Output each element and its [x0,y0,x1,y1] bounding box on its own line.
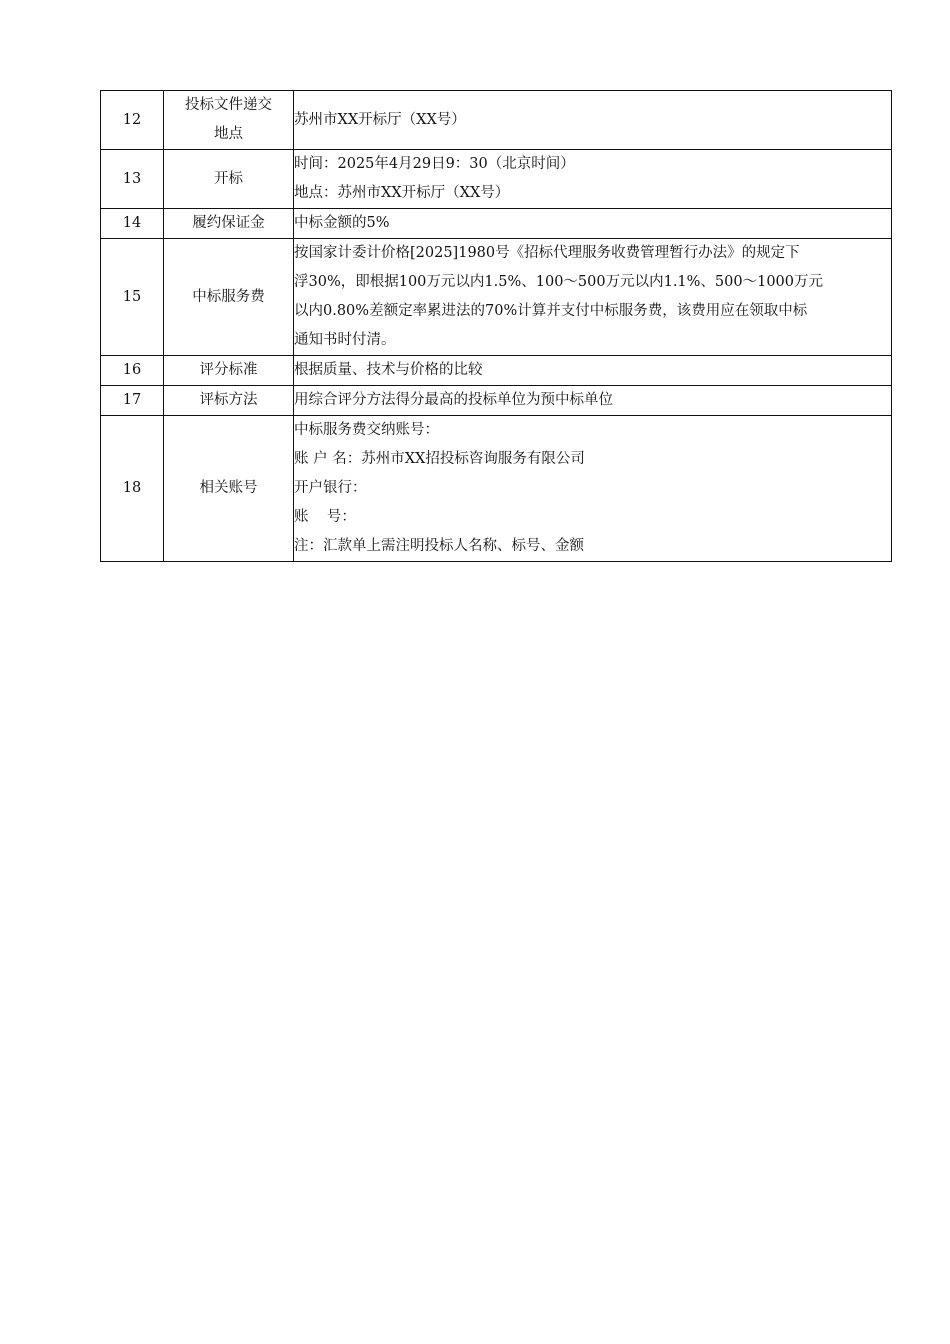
content-line: 通知书时付清。 [294,332,396,348]
table-row [101,416,892,562]
item-content [294,386,892,416]
content-line: 以内0.80%差额定率累进法的70%计算并支付中标服务费，该费用应在领取中标 [294,303,808,319]
row-number: 15 [101,239,164,356]
content-line: 根据质量、技术与价格的比较 [294,362,483,378]
content-line: 开户银行： [294,480,367,496]
table-row [101,239,892,356]
item-name: 中标服务费 [164,239,294,356]
row-number: 14 [101,209,164,239]
content-line: 账 户 名：苏州市XX招投标咨询服务有限公司 [294,451,585,467]
item-content [294,150,892,209]
item-name: 评分标准 [164,356,294,386]
item-name: 履约保证金 [164,209,294,239]
content-line: 用综合评分方法得分最高的投标单位为预中标单位 [294,392,613,408]
content-line: 按国家计委计价格[2025]1980号《招标代理服务收费管理暂行办法》的规定下 [294,245,800,261]
item-name-line: 投标文件递交 [185,97,272,113]
table-row [101,91,892,150]
row-number: 18 [101,416,164,562]
item-content [294,356,892,386]
table-row [101,209,892,239]
table-row [101,150,892,209]
content-line: 中标服务费交纳账号： [294,422,439,438]
row-number: 16 [101,356,164,386]
content-line: 地点：苏州市XX开标厅（XX号） [294,185,510,201]
table-row [101,386,892,416]
row-number: 17 [101,386,164,416]
item-content [294,91,892,150]
table-row [101,356,892,386]
bid-info-table [100,90,892,562]
row-number: 12 [101,91,164,150]
item-name: 开标 [164,150,294,209]
content-line: 注：汇款单上需注明投标人名称、标号、金额 [294,538,584,554]
item-name [164,91,294,150]
content-line: 浮30%，即根据100万元以内1.5%、100～500万元以内1.1%、500～1000万元 [294,274,824,290]
item-content [294,416,892,562]
item-name: 评标方法 [164,386,294,416]
content-line: 中标金额的5% [294,215,390,231]
item-content [294,209,892,239]
item-name: 相关账号 [164,416,294,562]
row-number: 13 [101,150,164,209]
content-line: 时间：2025年4月29日9：30（北京时间） [294,156,575,172]
content-line: 账 号： [294,509,356,525]
content-line: 苏州市XX开标厅（XX号） [294,111,466,128]
item-content [294,239,892,356]
item-name-line: 地点 [214,126,243,142]
